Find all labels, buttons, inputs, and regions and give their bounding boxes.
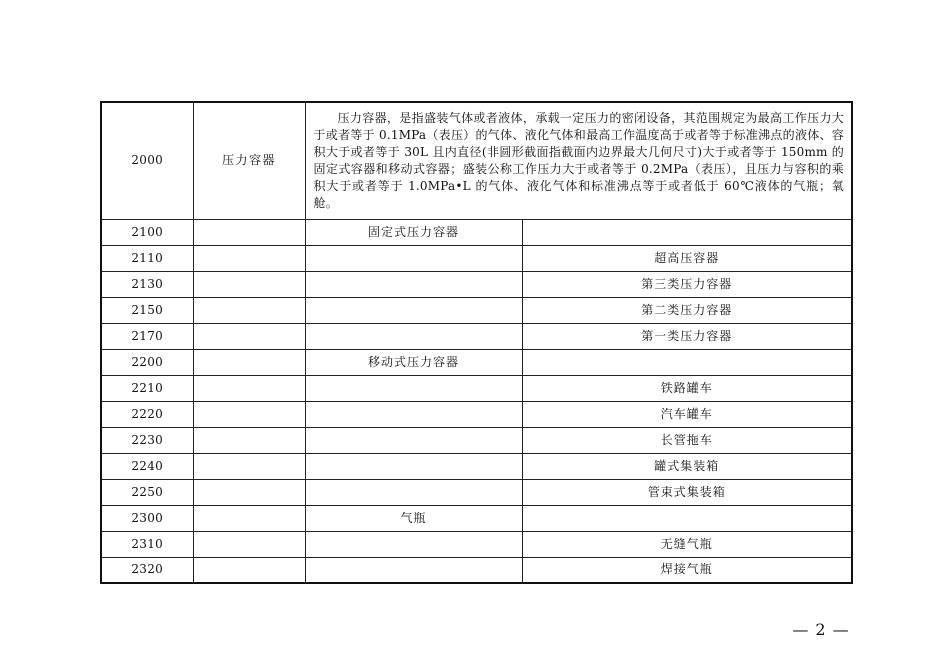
row-variety: 长管拖车 [522, 427, 852, 453]
category-code: 2000 [101, 102, 193, 219]
row-category [305, 531, 522, 557]
row-code: 2210 [101, 375, 193, 401]
row-name-cell [193, 245, 305, 271]
row-code: 2240 [101, 453, 193, 479]
table-row [101, 531, 852, 557]
row-code: 2130 [101, 271, 193, 297]
row-variety: 汽车罐车 [522, 401, 852, 427]
row-name-cell [193, 323, 305, 349]
table-row [101, 505, 852, 531]
row-name-cell [193, 375, 305, 401]
table-row [101, 401, 852, 427]
row-category [305, 375, 522, 401]
row-code: 2230 [101, 427, 193, 453]
category-description [305, 102, 852, 219]
row-name-cell [193, 297, 305, 323]
category-name: 压力容器 [193, 102, 305, 219]
row-code: 2170 [101, 323, 193, 349]
row-variety: 铁路罐车 [522, 375, 852, 401]
row-name-cell [193, 505, 305, 531]
row-code: 2110 [101, 245, 193, 271]
table-row [101, 453, 852, 479]
table-row [101, 479, 852, 505]
row-category [305, 245, 522, 271]
row-category [305, 479, 522, 505]
table-row [101, 297, 852, 323]
row-name-cell [193, 401, 305, 427]
table-row [101, 349, 852, 375]
table-row [101, 271, 852, 297]
row-category [305, 427, 522, 453]
row-name-cell [193, 349, 305, 375]
row-variety: 超高压容器 [522, 245, 852, 271]
row-category [305, 401, 522, 427]
table-header-row [101, 102, 852, 219]
category-description-text: 压力容器，是指盛装气体或者液体，承载一定压力的密闭设备，其范围规定为最高工作压力大于或者等于 0.1MPa（表压）的气体、液化气体和最高工作温度高于或者等于标准沸点的液体、容积大于或者等于 30L 且内直径(非圆形截面指截面内边界最大几何尺寸)大于或者等于 150mm 的固定式容器和移动式容器；盛装公称工作压力大于或者等于 0.2MPa（表压），且压力与容积的乘积大于或者等于 1.0MPa•L 的气体、液化气体和标准沸点等于或者低于 60℃液体的气瓶；氧舱。 [313, 111, 845, 211]
row-name-cell [193, 531, 305, 557]
equipment-catalog-table [100, 101, 853, 584]
row-variety: 无缝气瓶 [522, 531, 852, 557]
row-category: 移动式压力容器 [305, 349, 522, 375]
row-variety: 罐式集装箱 [522, 453, 852, 479]
row-category: 气瓶 [305, 505, 522, 531]
row-code: 2220 [101, 401, 193, 427]
table-row [101, 557, 852, 583]
row-category: 固定式压力容器 [305, 219, 522, 245]
row-variety: 焊接气瓶 [522, 557, 852, 583]
row-name-cell [193, 557, 305, 583]
row-variety: 第三类压力容器 [522, 271, 852, 297]
row-name-cell [193, 271, 305, 297]
row-name-cell [193, 219, 305, 245]
table-row [101, 375, 852, 401]
row-code: 2250 [101, 479, 193, 505]
row-name-cell [193, 453, 305, 479]
row-variety [522, 219, 852, 245]
row-code: 2200 [101, 349, 193, 375]
row-code: 2100 [101, 219, 193, 245]
row-code: 2310 [101, 531, 193, 557]
row-category [305, 271, 522, 297]
table-row [101, 323, 852, 349]
row-name-cell [193, 427, 305, 453]
row-category [305, 453, 522, 479]
table-row [101, 245, 852, 271]
row-code: 2300 [101, 505, 193, 531]
row-code: 2150 [101, 297, 193, 323]
table-row [101, 219, 852, 245]
row-variety [522, 505, 852, 531]
row-variety: 第一类压力容器 [522, 323, 852, 349]
row-variety: 管束式集装箱 [522, 479, 852, 505]
row-category [305, 557, 522, 583]
row-variety [522, 349, 852, 375]
row-category [305, 297, 522, 323]
row-name-cell [193, 479, 305, 505]
row-category [305, 323, 522, 349]
table-row [101, 427, 852, 453]
row-code: 2320 [101, 557, 193, 583]
page-number: — 2 — [792, 620, 850, 639]
row-variety: 第二类压力容器 [522, 297, 852, 323]
